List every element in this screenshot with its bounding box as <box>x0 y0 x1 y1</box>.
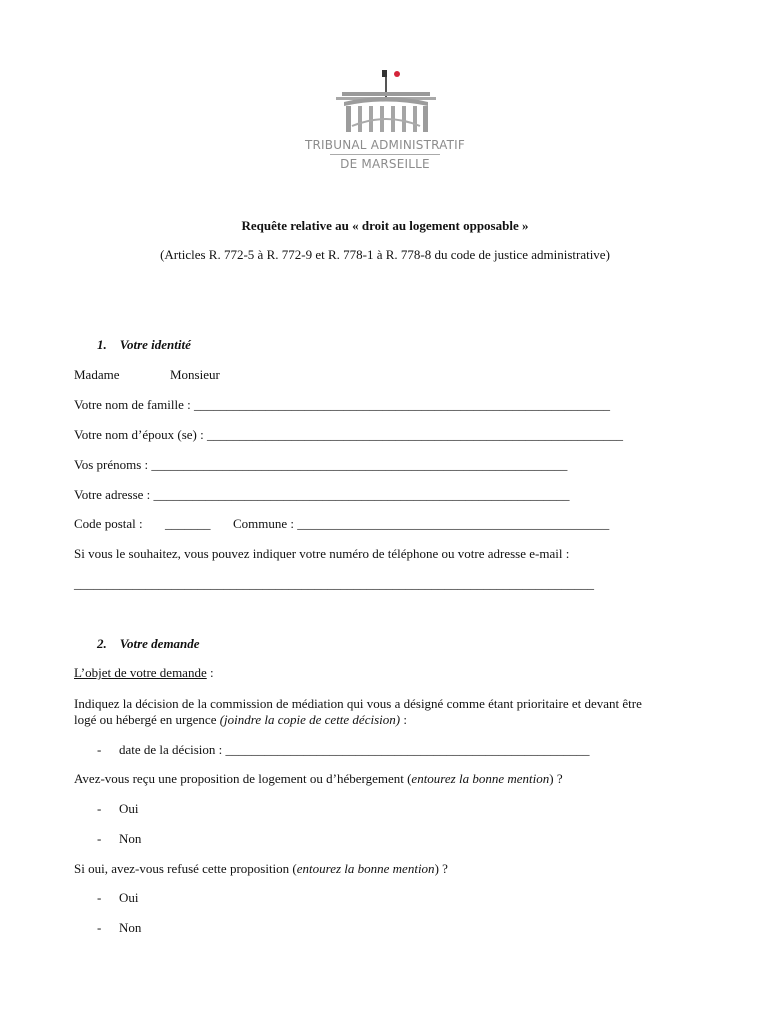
monsieur-option[interactable]: Monsieur <box>170 367 220 382</box>
date-dash: - <box>97 742 102 757</box>
page-subtitle: (Articles R. 772-5 à R. 772-9 et R. 778-1 à R. 778-8 du code de justice administrative) <box>160 247 610 262</box>
q1-text: Avez-vous reçu une proposition de logement ou d’hébergement ( <box>74 771 412 786</box>
contact-info-text: Si vous le souhaitez, vous pouvez indiquer votre numéro de téléphone ou votre adresse e-mail : <box>74 546 570 561</box>
nom-epoux-field[interactable]: Votre nom d’époux (se) : ________________________________________________________________ <box>74 427 623 442</box>
nom-famille-field[interactable]: Votre nom de famille : ________________________________________________________________ <box>74 397 610 412</box>
q2-end: ) ? <box>434 861 448 876</box>
logo-divider <box>330 154 440 155</box>
question-proposition <box>74 771 563 787</box>
objet-demande-label <box>74 665 214 681</box>
indiquez-line2 <box>74 712 407 728</box>
q2-oui-option[interactable]: Oui <box>119 890 139 905</box>
prenoms-field[interactable]: Vos prénoms : ________________________________________________________________ <box>74 457 568 472</box>
tribunal-logo <box>290 66 480 176</box>
madame-option[interactable]: Madame <box>74 367 120 382</box>
q1-oui-option[interactable]: Oui <box>119 801 139 816</box>
code-postal-label: Code postal : <box>74 516 143 531</box>
q1-note: entourez la bonne mention <box>411 771 550 786</box>
code-postal-field[interactable]: _______ <box>165 516 211 531</box>
section1-heading: 1. Votre identité <box>97 337 191 352</box>
logo-line2: DE MARSEILLE <box>340 157 430 171</box>
indiquez-note: (joindre la copie de cette décision) <box>219 712 401 727</box>
contact-field[interactable]: ________________________________________________________________________________ <box>74 576 594 591</box>
q1-end: ) ? <box>549 771 563 786</box>
q1-oui-dash: - <box>97 801 102 816</box>
courthouse-icon <box>290 66 480 136</box>
objet-demande-title: L’objet de votre demande <box>74 665 207 680</box>
objet-colon: : <box>206 665 214 680</box>
date-decision-field[interactable]: date de la décision : ________________________________________________________ <box>119 742 590 757</box>
indiquez-line1: Indiquez la décision de la commission de médiation qui vous a désigné comme étant prioritaire et devant être <box>74 696 642 711</box>
indiquez-text: logé ou hébergé en urgence <box>74 712 220 727</box>
q2-note: entourez la bonne mention <box>296 861 435 876</box>
q1-non-dash: - <box>97 831 102 846</box>
question-refus <box>74 861 448 877</box>
q2-non-option[interactable]: Non <box>119 920 142 935</box>
q2-non-dash: - <box>97 920 102 935</box>
q1-non-option[interactable]: Non <box>119 831 142 846</box>
commune-field[interactable]: Commune : ________________________________________________ <box>233 516 610 531</box>
section2-heading: 2. Votre demande <box>97 636 200 651</box>
page-title: Requête relative au « droit au logement opposable » <box>241 218 529 233</box>
adresse-field[interactable]: Votre adresse : ________________________________________________________________ <box>74 487 570 502</box>
logo-line1: TRIBUNAL ADMINISTRATIF <box>304 138 465 152</box>
indiquez-colon: : <box>400 712 407 727</box>
q2-oui-dash: - <box>97 890 102 905</box>
q2-text: Si oui, avez-vous refusé cette proposition ( <box>74 861 297 876</box>
